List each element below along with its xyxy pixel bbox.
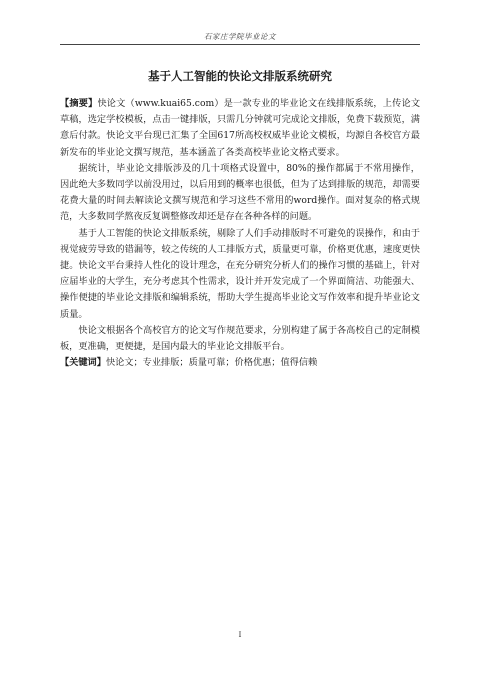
keywords-label: 【关键词】 [60, 357, 106, 369]
abstract-body [60, 96, 420, 371]
keywords-line [60, 355, 420, 371]
abstract-paragraph-4: 快论文根据各个高校官方的论文写作规范要求，分别构建了属于各高校自己的定制模板，更准确，更便捷，是国内最大的毕业论文排版平台。 [60, 324, 420, 353]
header-rule [60, 44, 420, 45]
abstract-text-1: 快论文（www.kuai65.com）是一款专业的毕业论文在线排版系统，上传论文草稿，选定学校模板，点击一键排版，只需几分钟就可完成论文排版，免费下载预览，满意后付款。快论文平台现已汇集了全国617所高校权威毕业论文模板，均源自各校官方最新发布的毕业论文撰写规范，基本涵盖了各类高校毕业论文格式要求。 [60, 98, 421, 158]
page-number: I [238, 630, 242, 639]
document-title: 基于人工智能的快论文排版系统研究 [148, 69, 332, 83]
running-header: 石家庄学院毕业论文 [204, 32, 276, 41]
abstract-paragraph-1 [60, 96, 420, 161]
abstract-label: 【摘要】 [60, 98, 98, 109]
abstract-paragraph-3: 基于人工智能的快论文排版系统，剔除了人们手动排版时不可避免的误操作，和由于视觉疲劳导致的错漏等，较之传统的人工排版方式，质量更可靠，价格更优惠，速度更快捷。快论文平台秉持人性化的设计理念，在充分研究分析人们的操作习惯的基础上，针对应届毕业的大学生，充分考虑其个性需求，设计并开发完成了一个界面简洁、功能强大、操作便捷的毕业论文排版和编辑系统，帮助大学生提高毕业论文写作效率和提升毕业论文质量。 [60, 227, 420, 320]
keywords-text: 快论文；专业排版；质量可靠；价格优惠；值得信赖 [105, 357, 318, 369]
abstract-paragraph-2: 据统计，毕业论文排版涉及的几十项格式设置中，80%的操作都属于不常用操作，因此绝大多数同学以前没用过，以后用到的概率也很低，但为了达到排版的规范，却需要花费大量的时间去解读论文撰写规范和学习这些不常用的word操作。面对复杂的格式规范，大多数同学熬夜反复调整修改却还是存在各种各样的问题。 [60, 162, 420, 223]
